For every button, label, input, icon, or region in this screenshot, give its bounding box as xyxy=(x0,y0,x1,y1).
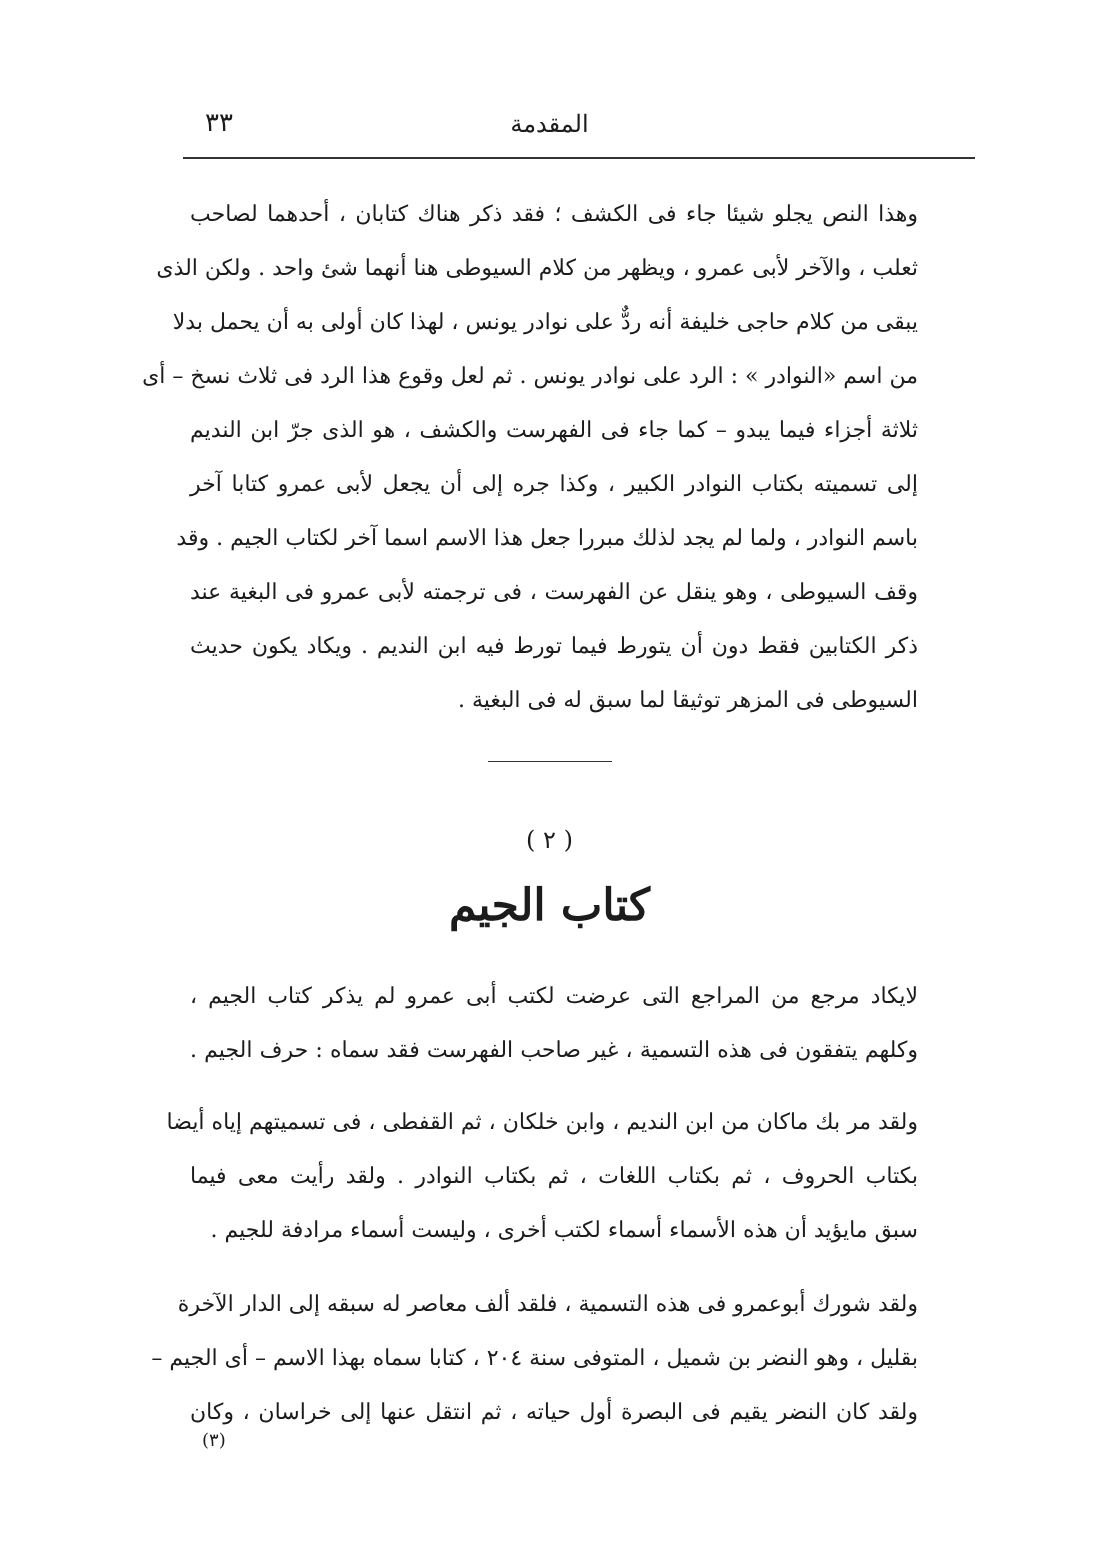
text-line: ولقد شورك أبوعمرو فى هذه التسمية ، فلقد ألف معاصر له سبقه إلى الدار الآخرة xyxy=(177,1292,918,1317)
text-line: بكتاب الحروف ، ثم بكتاب اللغات ، ثم بكتاب النوادر . ولقد رأيت معى فيما xyxy=(190,1164,918,1189)
page-number: ٣٣ xyxy=(205,108,233,138)
text-line: ثلاثة أجزاء فيما يبدو – كما جاء فى الفهرست والكشف ، هو الذى جرّ ابن النديم xyxy=(190,418,918,443)
text-line: ولقد مر بك ماكان من ابن النديم ، وابن خلكان ، ثم القفطى ، فى تسميتهم إياه أيضا xyxy=(166,1110,918,1135)
paragraph-intro xyxy=(142,188,919,728)
text-line: السيوطى فى المزهر توثيقا لما سبق له فى البغية . xyxy=(458,688,918,713)
text-line: ثعلب ، والآخر لأبى عمرو ، ويظهر من كلام السيوطى هنا أنهما شئ واحد . ولكن الذى xyxy=(156,256,918,281)
text-line: بقليل ، وهو النضر بن شميل ، المتوفى سنة ٢٠٤ ، كتابا سماه بهذا الاسم – أى الجيم – xyxy=(151,1346,918,1371)
text-line: يبقى من كلام حاجى خليفة أنه ردٌّ على نوادر يونس ، لهذا كان أولى به أن يحمل بدلا xyxy=(172,310,918,335)
running-header-title: المقدمة xyxy=(510,110,589,138)
text-line: إلى تسميته بكتاب النوادر الكبير ، وكذا جره إلى أن يجعل لأبى عمرو كتابا آخر xyxy=(190,472,918,497)
text-line: وهذا النص يجلو شيئا جاء فى الكشف ؛ فقد ذكر هناك كتابان ، أحدهما لصاحب xyxy=(190,202,918,227)
section-number: ( ٢ ) xyxy=(526,826,573,854)
text-line: وقف السيوطى ، وهو ينقل عن الفهرست ، فى ترجمته لأبى عمرو فى البغية عند xyxy=(190,580,918,605)
text-line: وكلهم يتفقون فى هذه التسمية ، غير صاحب الفهرست فقد سماه : حرف الجيم . xyxy=(190,1038,918,1063)
text-line: من اسم «النوادر » : الرد على نوادر يونس . ثم لعل وقوع هذا الرد فى ثلاث نسخ – أى xyxy=(142,364,918,389)
text-line: لايكاد مرجع من المراجع التى عرضت لكتب أبى عمرو لم يذكر كتاب الجيم ، xyxy=(190,984,918,1009)
text-line: باسم النوادر ، ولما لم يجد لذلك مبررا جعل هذا الاسم اسما آخر لكتاب الجيم . وقد xyxy=(176,526,918,551)
header-rule xyxy=(183,157,975,159)
paragraph-3 xyxy=(151,1278,918,1440)
section-title: كتاب الجيم xyxy=(449,880,650,931)
text-line: سبق مايؤيد أن هذه الأسماء أسماء لكتب أخرى ، وليست أسماء مرادفة للجيم . xyxy=(210,1218,918,1243)
paragraph-1 xyxy=(190,970,918,1078)
paragraph-2 xyxy=(166,1096,918,1258)
text-line: ولقد كان النضر يقيم فى البصرة أول حياته ، ثم انتقل عنها إلى خراسان ، وكان xyxy=(190,1400,918,1425)
signature-mark: (٣) xyxy=(202,1430,226,1451)
text-line: ذكر الكتابين فقط دون أن يتورط فيما تورط فيه ابن النديم . ويكاد يكون حديث xyxy=(190,634,919,659)
section-separator xyxy=(488,761,612,762)
